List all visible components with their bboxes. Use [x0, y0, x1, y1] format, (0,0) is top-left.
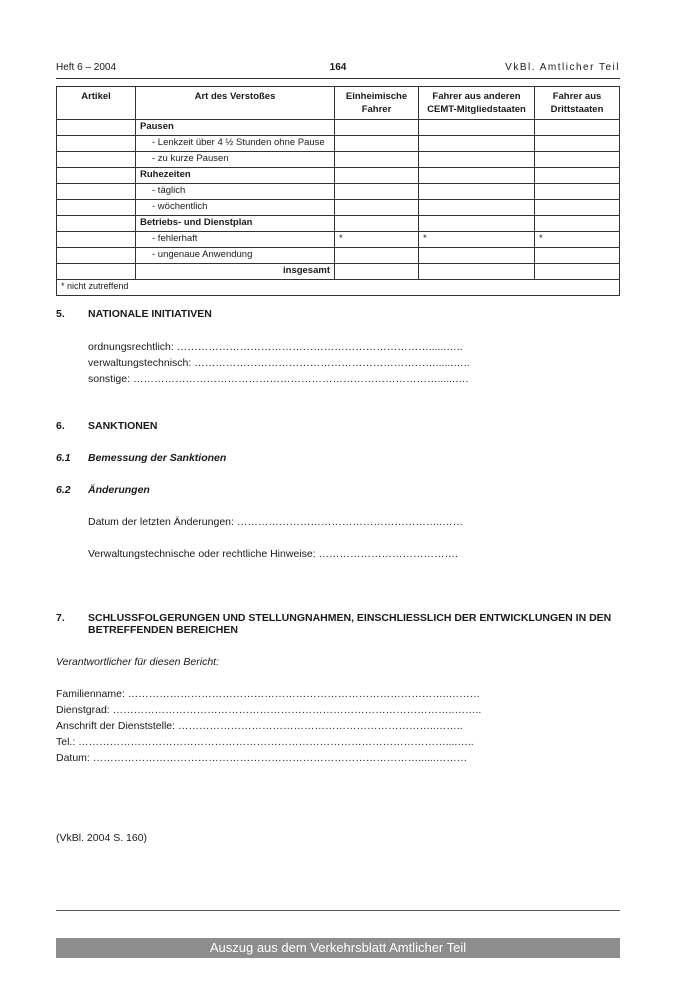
- table-cell: [335, 120, 419, 136]
- table-cell: [535, 184, 620, 200]
- table-footnote: * nicht zutreffend: [57, 280, 620, 296]
- responsible-label: Verantwortlicher für diesen Bericht:: [56, 656, 220, 668]
- table-cell: [335, 184, 419, 200]
- field-dienstgrad: Dienstgrad: ……………………………………………………………………………………..……..: [56, 704, 482, 716]
- table-header-row: [57, 87, 620, 120]
- field-tel: Tel.: ……………………………………………………………………………………………....…..: [56, 736, 474, 748]
- footer-banner: Auszug aus dem Verkehrsblatt Amtlicher Teil: [56, 938, 620, 958]
- section-title: NATIONALE INITIATIVEN: [88, 308, 212, 320]
- col-header: Fahrer aus anderen CEMT-Mitgliedstaaten: [419, 87, 535, 120]
- violation-type-cell: - ungenaue Anwendung: [136, 248, 335, 264]
- table-cell: [535, 152, 620, 168]
- col-header: Art des Verstoßes: [136, 87, 335, 120]
- table-row: [57, 152, 620, 168]
- table-cell: [57, 200, 136, 216]
- violation-type-cell: Betriebs- und Dienstplan: [136, 216, 335, 232]
- citation: (VkBl. 2004 S. 160): [56, 832, 148, 844]
- table-row: [57, 216, 620, 232]
- table-row: [57, 184, 620, 200]
- table-cell: [57, 152, 136, 168]
- table-cell: *: [335, 232, 419, 248]
- table-cell: [57, 168, 136, 184]
- table-cell: [535, 200, 620, 216]
- section-title: Bemessung der Sanktionen: [88, 452, 227, 464]
- violation-type-cell: Pausen: [136, 120, 335, 136]
- table-cell: [419, 264, 535, 280]
- table-row: [57, 264, 620, 280]
- table-cell: [535, 136, 620, 152]
- violation-type-cell: - zu kurze Pausen: [136, 152, 335, 168]
- table-cell: [57, 232, 136, 248]
- section-number: 6.2: [56, 484, 71, 496]
- section-title: SANKTIONEN: [88, 420, 158, 432]
- table-cell: [57, 248, 136, 264]
- table-row: [57, 120, 620, 136]
- table-cell: *: [419, 232, 535, 248]
- issue-label: Heft 6 – 2004: [56, 62, 117, 73]
- col-header: Einheimische Fahrer: [335, 87, 419, 120]
- table-cell: *: [535, 232, 620, 248]
- col-header: Artikel: [57, 87, 136, 120]
- field-sonstige: sonstige: ……………………………………………………………………………......….: [88, 373, 469, 385]
- col-header: Fahrer aus Drittstaaten: [535, 87, 620, 120]
- table-cell: [335, 248, 419, 264]
- table-cell: [535, 120, 620, 136]
- field-familienname: Familienname: ………………………………………………………………………………..………: [56, 688, 481, 700]
- table-cell: [57, 120, 136, 136]
- table-row: [57, 248, 620, 264]
- table-row: [57, 136, 620, 152]
- table-cell: [419, 184, 535, 200]
- violation-type-cell: insgesamt: [136, 264, 335, 280]
- page-header: [56, 62, 620, 76]
- field-verwaltungstechnisch: verwaltungstechnisch: ……………………………………………………………......…..: [88, 357, 470, 369]
- table-cell: [335, 152, 419, 168]
- table-row: [57, 232, 620, 248]
- table-cell: [535, 168, 620, 184]
- table-cell: [419, 120, 535, 136]
- table-cell: [335, 168, 419, 184]
- violation-type-cell: - wöchentlich: [136, 200, 335, 216]
- field-hinweise: Verwaltungstechnische oder rechtliche Hinweise: ………………………………….: [88, 548, 458, 560]
- section-number: 5.: [56, 308, 65, 320]
- table-cell: [57, 184, 136, 200]
- table-cell: [335, 136, 419, 152]
- table-cell: [535, 248, 620, 264]
- table-cell: [419, 200, 535, 216]
- table-cell: [57, 216, 136, 232]
- violations-table: [56, 86, 620, 296]
- header-rule: [56, 78, 620, 79]
- violation-type-cell: - täglich: [136, 184, 335, 200]
- table-cell: [419, 168, 535, 184]
- violation-type-cell: - fehlerhaft: [136, 232, 335, 248]
- footer-rule: [56, 910, 620, 911]
- section-number: 6.: [56, 420, 65, 432]
- field-ordnungsrechtlich: ordnungsrechtlich: ………………………………………………………………......…..: [88, 341, 463, 353]
- field-anschrift: Anschrift der Dienststelle: ………………………………………………………………..……..: [56, 720, 463, 732]
- section-number: 7.: [56, 612, 65, 624]
- field-datum-aenderungen: Datum der letzten Änderungen: …………………………………………………..……: [88, 516, 464, 528]
- table-cell: [419, 216, 535, 232]
- table-cell: [57, 264, 136, 280]
- table-cell: [419, 152, 535, 168]
- field-datum: Datum: …………………………………………………………………………………......………: [56, 752, 468, 764]
- table-cell: [335, 200, 419, 216]
- table-cell: [535, 264, 620, 280]
- violation-type-cell: - Lenkzeit über 4 ½ Stunden ohne Pause: [136, 136, 335, 152]
- table-cell: [419, 136, 535, 152]
- table-cell: [535, 216, 620, 232]
- table-row: [57, 200, 620, 216]
- table-cell: [335, 264, 419, 280]
- violation-type-cell: Ruhezeiten: [136, 168, 335, 184]
- section-title: SCHLUSSFOLGERUNGEN UND STELLUNGNAHMEN, EINSCHLIESSLICH DER ENTWICKLUNGEN IN DEN BETREFFENDEN BEREICHEN: [88, 612, 612, 636]
- section-title: Änderungen: [88, 484, 150, 496]
- publication-title: VkBl. Amtlicher Teil: [505, 62, 620, 73]
- page-number: 164: [329, 62, 347, 73]
- table-cell: [335, 216, 419, 232]
- section-number: 6.1: [56, 452, 71, 464]
- table-row: [57, 168, 620, 184]
- table-cell: [419, 248, 535, 264]
- table-cell: [57, 136, 136, 152]
